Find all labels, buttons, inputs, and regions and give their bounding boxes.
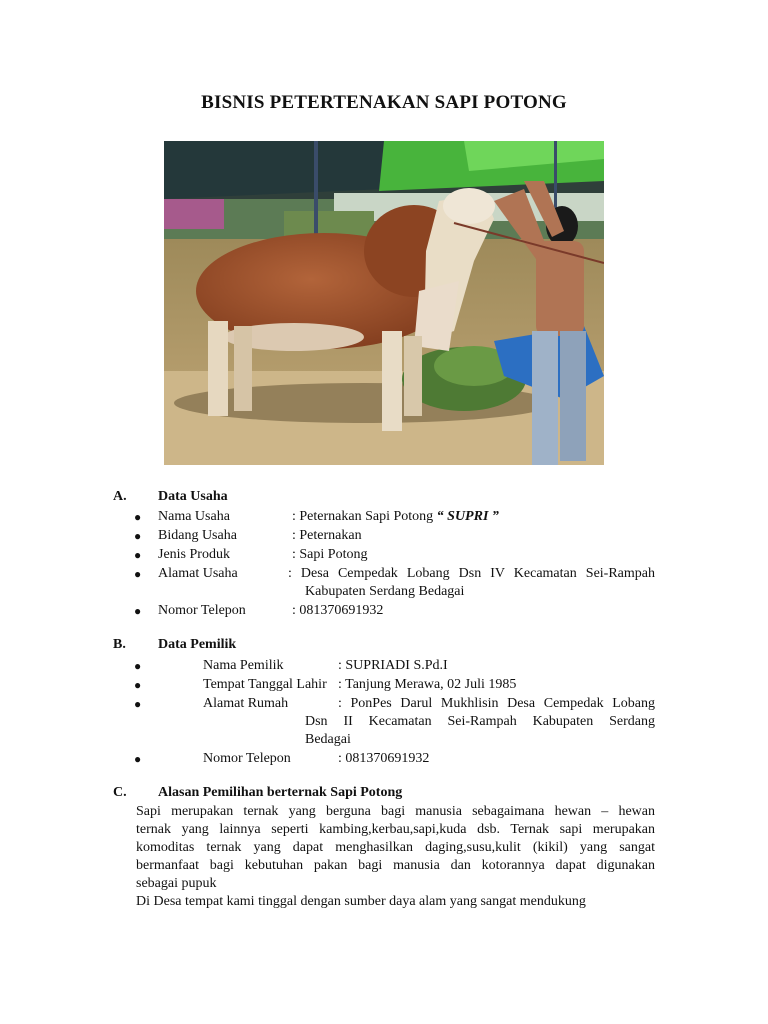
field-value: : 081370691932 [292,603,384,618]
paragraph-line: sebagai pupuk [136,876,217,891]
paragraph-line: ternak yang lainnya seperti kambing,kerbau,sapi,kuda dsb. Ternak sapi merupakan [136,822,655,837]
field-value: : Sapi Potong [292,547,368,562]
paragraph-line: komoditas ternak yang dapat menghasilkan daging,susu,kulit (kikil) yang sangat [136,840,655,855]
bullet-icon: ● [134,752,142,766]
field-label: Nama Usaha [158,509,230,524]
bullet-icon: ● [134,604,142,618]
section-b-heading [113,637,236,653]
field-value: : SUPRIADI S.Pd.I [338,658,448,673]
field-label: Alamat Rumah [203,696,289,711]
field-value-continued: Dsn II Kecamatan Sei-Rampah Kabupaten Serdang [305,714,655,729]
section-a-heading [113,489,228,505]
bullet-icon: ● [134,510,142,524]
field-value: : 081370691932 [338,751,430,766]
section-a-title: Data Usaha [158,489,228,504]
field-label: Nomor Telepon [158,603,246,618]
section-a-letter: A. [113,489,127,504]
paragraph-line: bermanfaat bagi kebutuhan pakan bagi manusia dan kotorannya dapat digunakan [136,858,655,873]
brand-name: “ SUPRI ” [436,509,499,524]
field-value: : Desa Cempedak Lobang Dsn IV Kecamatan Sei-Rampah [288,566,655,581]
section-c-heading [113,785,402,801]
paragraph-line: Di Desa tempat kami tinggal dengan sumber daya alam yang sangat mendukung [136,894,586,909]
field-value: : Peternakan [292,528,362,543]
field-value: : Tanjung Merawa, 02 Juli 1985 [338,677,517,692]
field-value-text: : Peternakan Sapi Potong [292,509,437,524]
section-c-letter: C. [113,785,127,800]
bullet-icon: ● [134,529,142,543]
field-value: : PonPes Darul Mukhlisin Desa Cempedak Lobang [338,696,655,711]
bullet-icon: ● [134,697,142,711]
section-b-title: Data Pemilik [158,637,237,652]
bullet-icon: ● [134,659,142,673]
bullet-icon: ● [134,678,142,692]
field-label: Nama Pemilik [203,658,284,673]
section-b-letter: B. [113,637,126,652]
cow-photo [164,141,604,465]
field-label: Tempat Tanggal Lahir [203,677,327,692]
page-title: BISNIS PETERTENAKAN SAPI POTONG [201,92,567,113]
bullet-icon: ● [134,567,142,581]
field-value-continued: Kabupaten Serdang Bedagai [305,584,465,599]
field-label: Bidang Usaha [158,528,237,543]
field-label: Jenis Produk [158,547,230,562]
bullet-icon: ● [134,548,142,562]
field-value-continued: Bedagai [305,732,351,747]
field-label: Alamat Usaha [158,566,238,581]
field-value [292,507,499,526]
field-label: Nomor Telepon [203,751,291,766]
paragraph-line: Sapi merupakan ternak yang berguna bagi manusia sebagaimana hewan – hewan [136,804,655,819]
section-c-title: Alasan Pemilihan berternak Sapi Potong [158,785,403,800]
